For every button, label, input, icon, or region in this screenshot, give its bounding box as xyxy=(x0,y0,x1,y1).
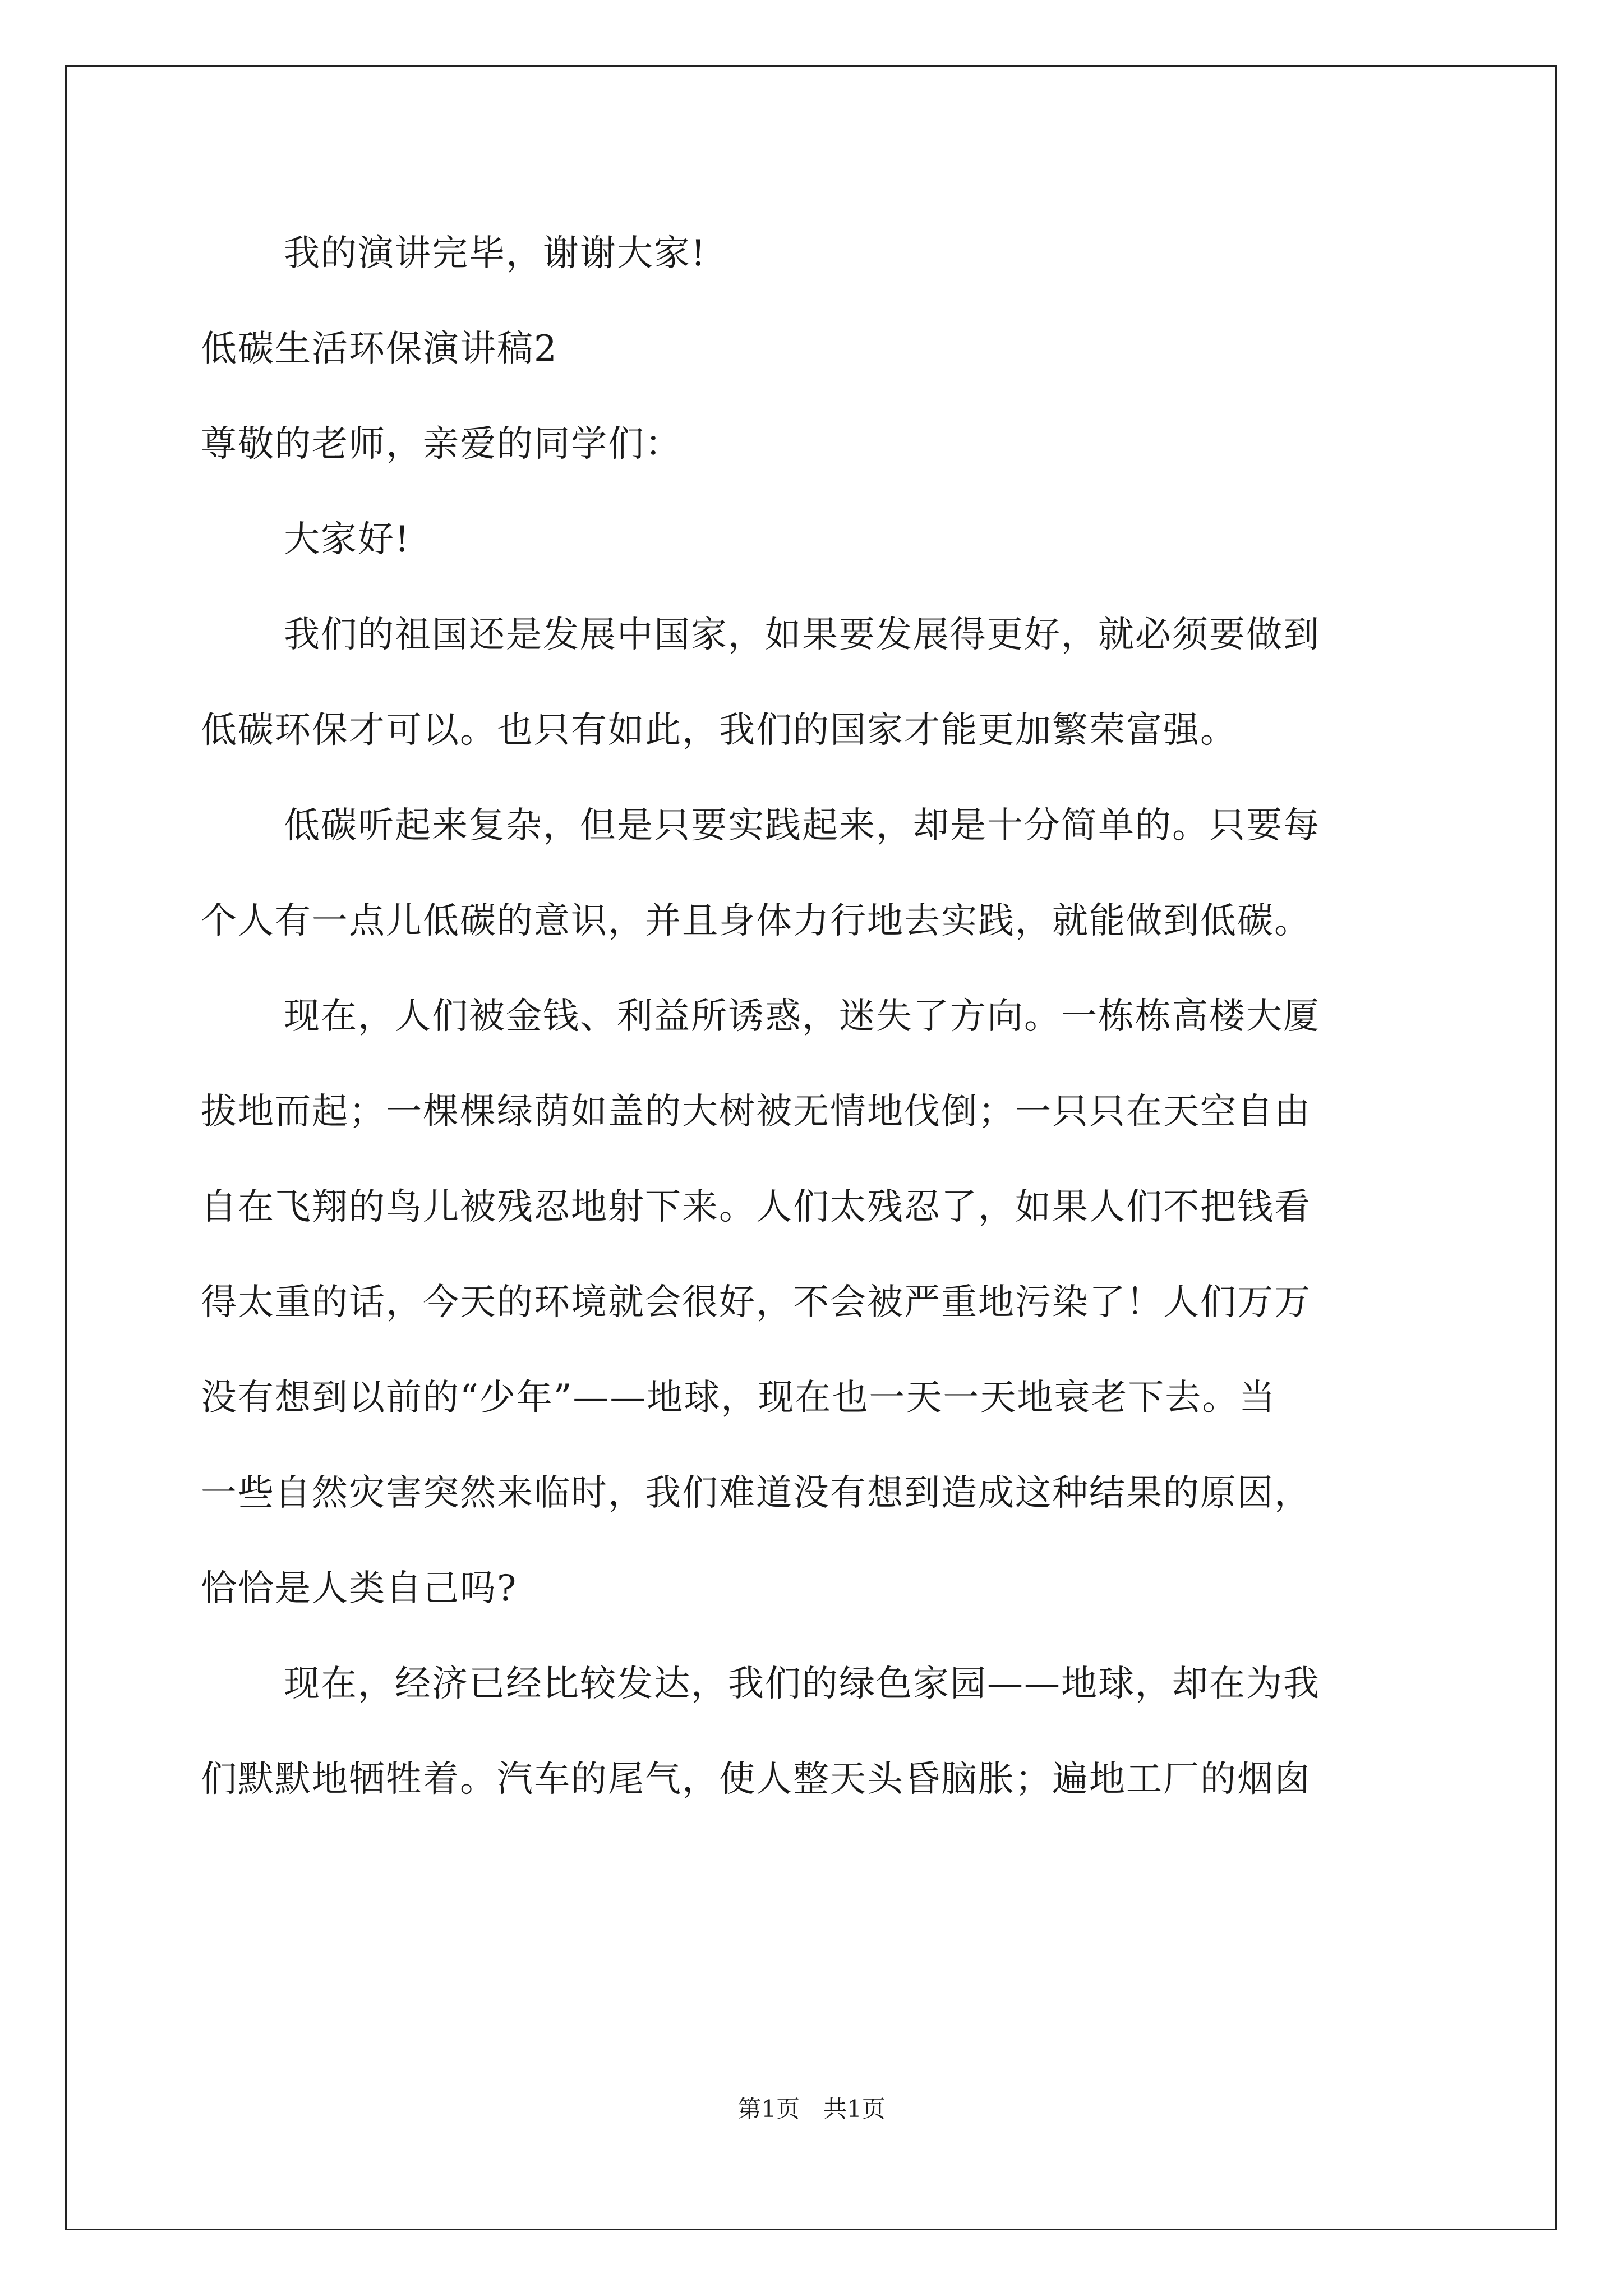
paragraph-line: 自在飞翔的鸟儿被残忍地射下来。人们太残忍了，如果人们不把钱看 xyxy=(201,1186,1311,1228)
paragraph-line: 我们的祖国还是发展中国家，如果要发展得更好，就必须要做到 xyxy=(284,614,1320,656)
paragraph-line: 恰恰是人类自己吗? xyxy=(201,1568,518,1609)
page-border xyxy=(65,65,1557,2230)
paragraph-line: 现在，经济已经比较发达，我们的绿色家园——地球，却在为我 xyxy=(284,1663,1320,1705)
greeting: 大家好! xyxy=(284,519,411,560)
page-number-footer: 第1页 共1页 xyxy=(737,2095,886,2123)
paragraph-line: 个人有一点儿低碳的意识，并且身体力行地去实践，就能做到低碳。 xyxy=(201,900,1311,942)
paragraph-line: 们默默地牺牲着。汽车的尾气，使人整天头昏脑胀；遍地工厂的烟囱 xyxy=(201,1759,1311,1800)
document-title: 低碳生活环保演讲稿2 xyxy=(201,328,558,370)
paragraph-line: 得太重的话，今天的环境就会很好，不会被严重地污染了！人们万万 xyxy=(201,1282,1311,1323)
paragraph-line: 低碳听起来复杂，但是只要实践起来，却是十分简单的。只要每 xyxy=(284,805,1320,846)
paragraph-line: 低碳环保才可以。也只有如此，我们的国家才能更加繁荣富强。 xyxy=(201,710,1237,751)
paragraph-line: 一些自然灾害突然来临时，我们难道没有想到造成这种结果的原因， xyxy=(201,1473,1311,1514)
salutation: 尊敬的老师，亲爱的同学们： xyxy=(201,424,682,465)
paragraph-line: 没有想到以前的“少年”——地球，现在也一天一天地衰老下去。当 xyxy=(201,1377,1276,1419)
paragraph-line: 现在，人们被金钱、利益所诱惑，迷失了方向。一栋栋高楼大厦 xyxy=(284,996,1320,1037)
paragraph-line: 拔地而起；一棵棵绿荫如盖的大树被无情地伐倒；一只只在天空自由 xyxy=(201,1091,1311,1133)
closing-line: 我的演讲完毕，谢谢大家! xyxy=(284,233,707,274)
